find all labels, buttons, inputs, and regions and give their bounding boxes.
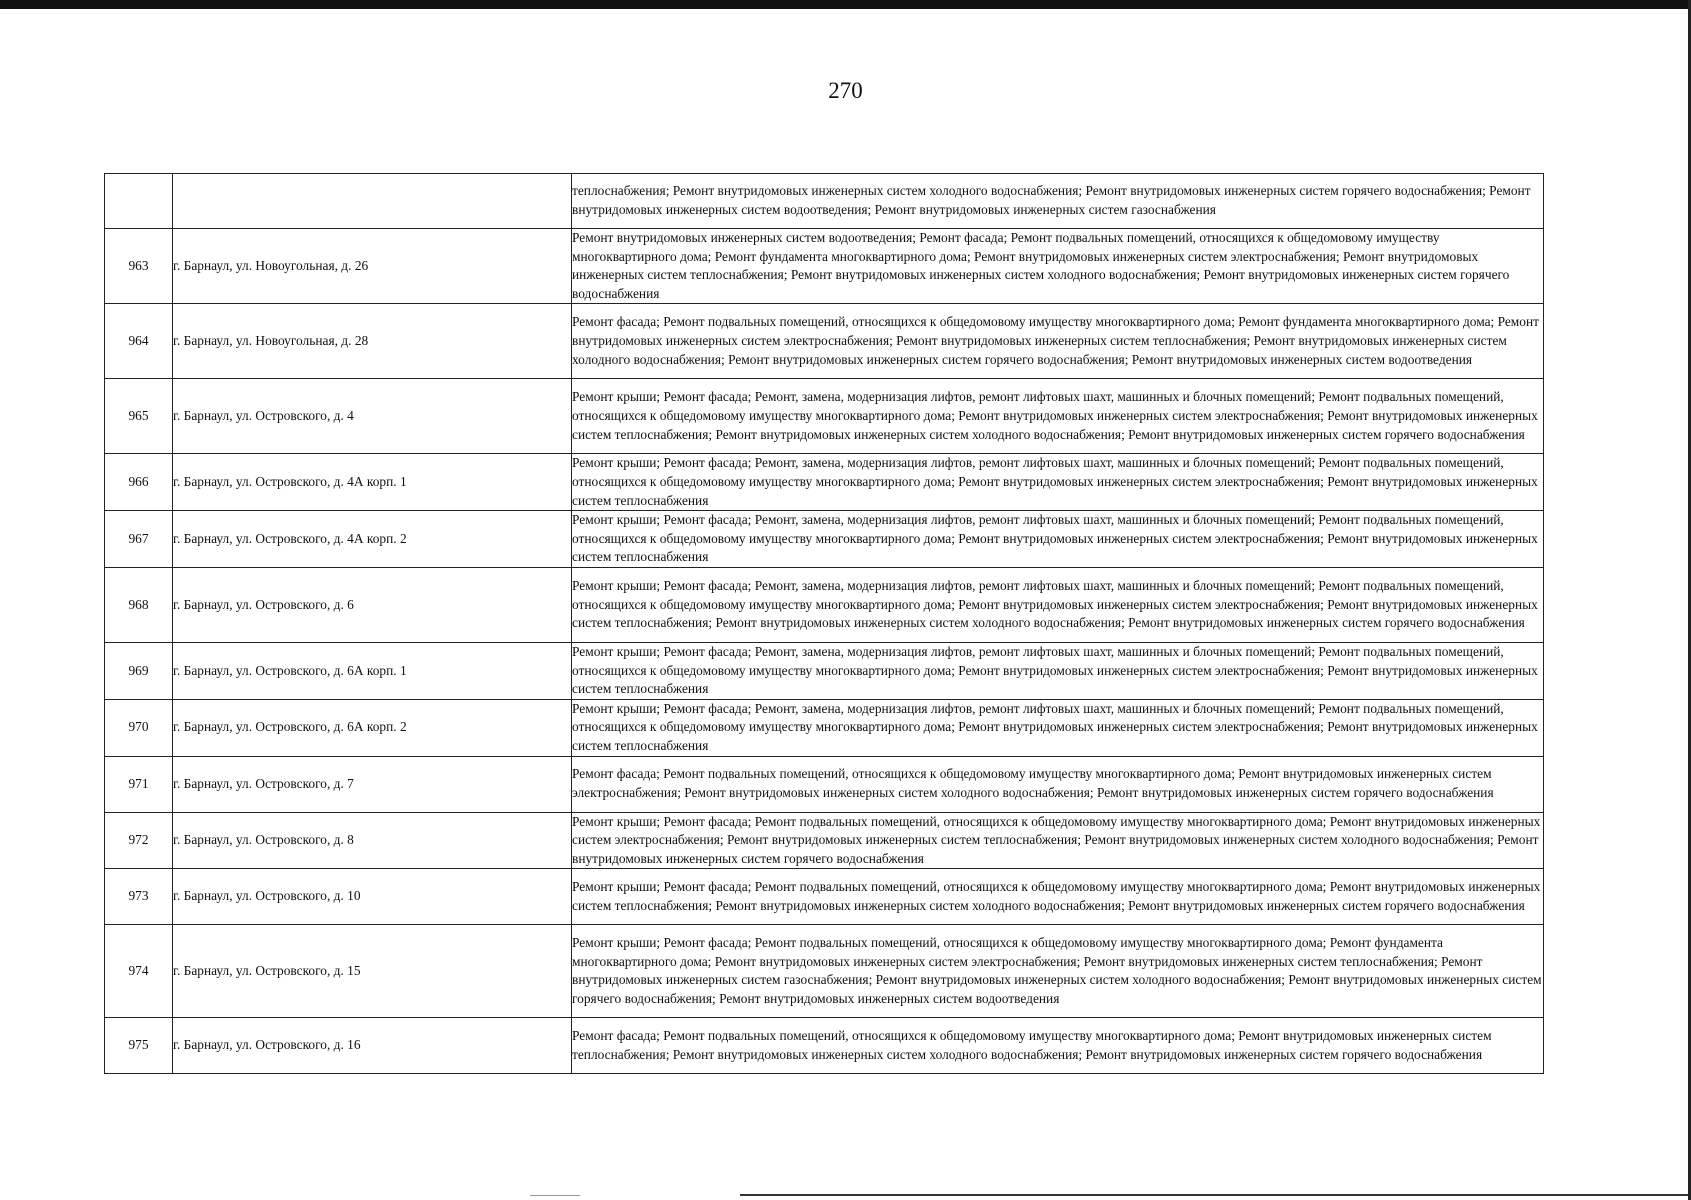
row-address: г. Барнаул, ул. Островского, д. 6	[173, 567, 572, 642]
table-row	[105, 511, 1544, 568]
table-row	[105, 642, 1544, 699]
row-number: 969	[105, 642, 173, 699]
table-row	[105, 304, 1544, 379]
row-works: Ремонт крыши; Ремонт фасада; Ремонт, замена, модернизация лифтов, ремонт лифтовых шахт, машинных и блочных помещений; Ремонт подвальных помещений, относящихся к общедомовому имуществу многоквартирного дома; Ремонт внутридомовых инженерных систем электроснабжения; Ремонт внутридомовых инженерных систем теплоснабжения; Ремонт внутридомовых инженерных систем холодного водоснабжения; Ремонт внутридомовых инженерных систем горячего водоснабжения	[572, 379, 1544, 454]
row-number: 974	[105, 925, 173, 1018]
row-works: Ремонт крыши; Ремонт фасада; Ремонт, замена, модернизация лифтов, ремонт лифтовых шахт, машинных и блочных помещений; Ремонт подвальных помещений, относящихся к общедомовому имуществу многоквартирного дома; Ремонт внутридомовых инженерных систем электроснабжения; Ремонт внутридомовых инженерных систем теплоснабжения; Ремонт внутридомовых инженерных систем холодного водоснабжения; Ремонт внутридомовых инженерных систем горячего водоснабжения	[572, 567, 1544, 642]
row-address: г. Барнаул, ул. Островского, д. 16	[173, 1018, 572, 1074]
scan-top-border	[0, 0, 1691, 9]
row-address: г. Барнаул, ул. Новоугольная, д. 28	[173, 304, 572, 379]
scan-artifact-line	[530, 1195, 580, 1196]
row-works: Ремонт крыши; Ремонт фасада; Ремонт подвальных помещений, относящихся к общедомовому имуществу многоквартирного дома; Ремонт внутридомовых инженерных систем теплоснабжения; Ремонт внутридомовых инженерных систем холодного водоснабжения; Ремонт внутридомовых инженерных систем горячего водоснабжения	[572, 869, 1544, 925]
row-address: г. Барнаул, ул. Островского, д. 4А корп. 2	[173, 511, 572, 568]
scan-artifact-line	[740, 1194, 1688, 1196]
row-number: 973	[105, 869, 173, 925]
table-row	[105, 454, 1544, 511]
row-address: г. Барнаул, ул. Островского, д. 4	[173, 379, 572, 454]
table-row	[105, 229, 1544, 304]
row-works: Ремонт фасада; Ремонт подвальных помещений, относящихся к общедомовому имуществу многоквартирного дома; Ремонт фундамента многоквартирного дома; Ремонт внутридомовых инженерных систем электроснабжения; Ремонт внутридомовых инженерных систем теплоснабжения; Ремонт внутридомовых инженерных систем холодного водоснабжения; Ремонт внутридомовых инженерных систем горячего водоснабжения; Ремонт внутридомовых инженерных систем водоотведения	[572, 304, 1544, 379]
row-works: Ремонт крыши; Ремонт фасада; Ремонт подвальных помещений, относящихся к общедомовому имуществу многоквартирного дома; Ремонт внутридомовых инженерных систем электроснабжения; Ремонт внутридомовых инженерных систем теплоснабжения; Ремонт внутридомовых инженерных систем холодного водоснабжения; Ремонт внутридомовых инженерных систем горячего водоснабжения	[572, 812, 1544, 869]
table-row	[105, 1018, 1544, 1074]
table-row	[105, 812, 1544, 869]
row-number: 970	[105, 699, 173, 756]
row-address: г. Барнаул, ул. Новоугольная, д. 26	[173, 229, 572, 304]
row-works: Ремонт крыши; Ремонт фасада; Ремонт, замена, модернизация лифтов, ремонт лифтовых шахт, машинных и блочных помещений; Ремонт подвальных помещений, относящихся к общедомовому имуществу многоквартирного дома; Ремонт внутридомовых инженерных систем электроснабжения; Ремонт внутридомовых инженерных систем теплоснабжения	[572, 511, 1544, 568]
table-row	[105, 174, 1544, 229]
row-address: г. Барнаул, ул. Островского, д. 4А корп. 1	[173, 454, 572, 511]
row-number: 964	[105, 304, 173, 379]
table-row	[105, 379, 1544, 454]
table-row	[105, 925, 1544, 1018]
row-number: 965	[105, 379, 173, 454]
row-number: 963	[105, 229, 173, 304]
row-number: 971	[105, 756, 173, 812]
row-number: 966	[105, 454, 173, 511]
row-works: Ремонт крыши; Ремонт фасада; Ремонт подвальных помещений, относящихся к общедомовому имуществу многоквартирного дома; Ремонт фундамента многоквартирного дома; Ремонт внутридомовых инженерных систем электроснабжения; Ремонт внутридомовых инженерных систем теплоснабжения; Ремонт внутридомовых инженерных систем газоснабжения; Ремонт внутридомовых инженерных систем холодного водоснабжения; Ремонт внутридомовых инженерных систем горячего водоснабжения; Ремонт внутридомовых инженерных систем водоотведения	[572, 925, 1544, 1018]
row-number: 975	[105, 1018, 173, 1074]
row-works: Ремонт внутридомовых инженерных систем водоотведения; Ремонт фасада; Ремонт подвальных помещений, относящихся к общедомовому имуществу многоквартирного дома; Ремонт фундамента многоквартирного дома; Ремонт внутридомовых инженерных систем электроснабжения; Ремонт внутридомовых инженерных систем теплоснабжения; Ремонт внутридомовых инженерных систем холодного водоснабжения; Ремонт внутридомовых инженерных систем горячего водоснабжения	[572, 229, 1544, 304]
row-number: 972	[105, 812, 173, 869]
row-works: Ремонт фасада; Ремонт подвальных помещений, относящихся к общедомовому имуществу многоквартирного дома; Ремонт внутридомовых инженерных систем теплоснабжения; Ремонт внутридомовых инженерных систем холодного водоснабжения; Ремонт внутридомовых инженерных систем горячего водоснабжения	[572, 1018, 1544, 1074]
row-address: г. Барнаул, ул. Островского, д. 8	[173, 812, 572, 869]
row-number: 967	[105, 511, 173, 568]
row-number: 968	[105, 567, 173, 642]
row-works: Ремонт крыши; Ремонт фасада; Ремонт, замена, модернизация лифтов, ремонт лифтовых шахт, машинных и блочных помещений; Ремонт подвальных помещений, относящихся к общедомовому имуществу многоквартирного дома; Ремонт внутридомовых инженерных систем электроснабжения; Ремонт внутридомовых инженерных систем теплоснабжения	[572, 699, 1544, 756]
row-works: Ремонт крыши; Ремонт фасада; Ремонт, замена, модернизация лифтов, ремонт лифтовых шахт, машинных и блочных помещений; Ремонт подвальных помещений, относящихся к общедомовому имуществу многоквартирного дома; Ремонт внутридомовых инженерных систем электроснабжения; Ремонт внутридомовых инженерных систем теплоснабжения	[572, 454, 1544, 511]
row-address: г. Барнаул, ул. Островского, д. 7	[173, 756, 572, 812]
row-works: теплоснабжения; Ремонт внутридомовых инженерных систем холодного водоснабжения; Ремонт внутридомовых инженерных систем горячего водоснабжения; Ремонт внутридомовых инженерных систем водоотведения; Ремонт внутридомовых инженерных систем газоснабжения	[572, 174, 1544, 229]
row-address	[173, 174, 572, 229]
table-row	[105, 756, 1544, 812]
repair-registry-table	[104, 173, 1544, 1074]
row-address: г. Барнаул, ул. Островского, д. 15	[173, 925, 572, 1018]
row-address: г. Барнаул, ул. Островского, д. 10	[173, 869, 572, 925]
row-works: Ремонт крыши; Ремонт фасада; Ремонт, замена, модернизация лифтов, ремонт лифтовых шахт, машинных и блочных помещений; Ремонт подвальных помещений, относящихся к общедомовому имуществу многоквартирного дома; Ремонт внутридомовых инженерных систем электроснабжения; Ремонт внутридомовых инженерных систем теплоснабжения	[572, 642, 1544, 699]
row-works: Ремонт фасада; Ремонт подвальных помещений, относящихся к общедомовому имуществу многоквартирного дома; Ремонт внутридомовых инженерных систем электроснабжения; Ремонт внутридомовых инженерных систем холодного водоснабжения; Ремонт внутридомовых инженерных систем горячего водоснабжения	[572, 756, 1544, 812]
row-address: г. Барнаул, ул. Островского, д. 6А корп. 2	[173, 699, 572, 756]
table-row	[105, 869, 1544, 925]
row-address: г. Барнаул, ул. Островского, д. 6А корп. 1	[173, 642, 572, 699]
table-row	[105, 567, 1544, 642]
table-row	[105, 699, 1544, 756]
row-number	[105, 174, 173, 229]
page-number: 270	[828, 78, 863, 103]
